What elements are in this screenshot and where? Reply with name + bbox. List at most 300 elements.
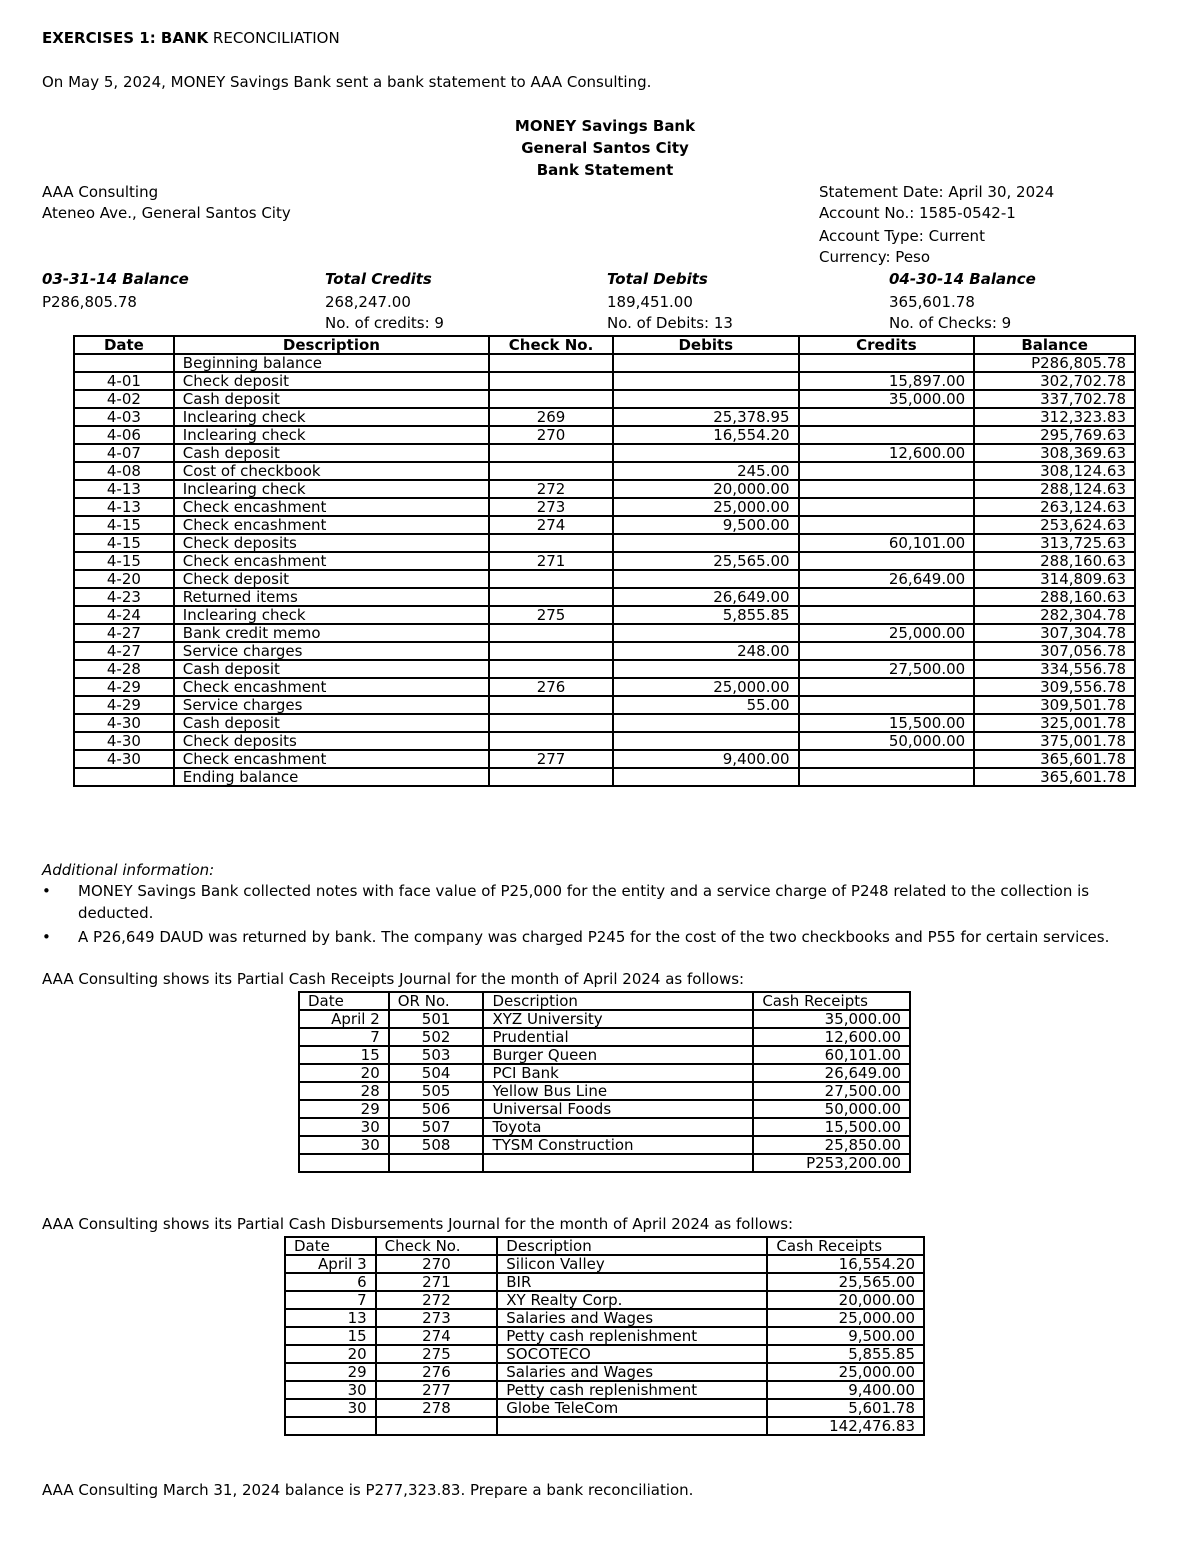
statement-row bbox=[74, 462, 1135, 480]
summary-note-closing: No. of Checks: 9 bbox=[889, 314, 1012, 332]
cd-header-description: Description bbox=[497, 1237, 767, 1255]
exercise-title-bold: EXERCISES 1: BANK bbox=[42, 29, 209, 47]
statement-row-cell: Inclearing check bbox=[174, 606, 489, 624]
cash-disbursements-row-cell: 9,500.00 bbox=[767, 1327, 924, 1345]
statement-row-cell bbox=[74, 768, 174, 786]
cash-receipts-row-cell: April 2 bbox=[299, 1010, 389, 1028]
statement-row-cell: 26,649.00 bbox=[799, 570, 975, 588]
statement-row-cell: Inclearing check bbox=[174, 426, 489, 444]
statement-row-cell: 25,000.00 bbox=[799, 624, 975, 642]
cash-receipts-row bbox=[299, 1010, 910, 1028]
statement-row-cell: Check encashment bbox=[174, 516, 489, 534]
statement-row-cell: 4-15 bbox=[74, 516, 174, 534]
statement-row-cell: 307,304.78 bbox=[974, 624, 1135, 642]
cr-header-amount: Cash Receipts bbox=[753, 992, 910, 1010]
cash-receipts-row-cell bbox=[299, 1154, 389, 1172]
statement-row-cell: Check deposit bbox=[174, 372, 489, 390]
statement-row-cell bbox=[489, 534, 613, 552]
statement-row bbox=[74, 552, 1135, 570]
cash-disbursements-table bbox=[284, 1236, 925, 1436]
cr-header-description: Description bbox=[483, 992, 753, 1010]
col-header-credits: Credits bbox=[799, 336, 975, 354]
cr-header-or-no: OR No. bbox=[389, 992, 484, 1010]
cash-disbursements-row-cell: Silicon Valley bbox=[497, 1255, 767, 1273]
statement-row-cell: 365,601.78 bbox=[974, 750, 1135, 768]
statement-row-cell: 4-01 bbox=[74, 372, 174, 390]
statement-row-cell bbox=[613, 390, 799, 408]
bullet-marker-1: • bbox=[42, 882, 51, 900]
statement-row-cell: 35,000.00 bbox=[799, 390, 975, 408]
col-header-balance: Balance bbox=[974, 336, 1135, 354]
statement-row-cell bbox=[799, 516, 975, 534]
cash-disbursements-row bbox=[285, 1291, 924, 1309]
cash-disbursements-row-cell: SOCOTECO bbox=[497, 1345, 767, 1363]
statement-row-cell: 9,500.00 bbox=[613, 516, 799, 534]
statement-row-cell: 4-06 bbox=[74, 426, 174, 444]
cash-receipts-row bbox=[299, 1028, 910, 1046]
statement-row-cell bbox=[613, 732, 799, 750]
cash-receipts-row bbox=[299, 1118, 910, 1136]
cash-receipts-row-cell: 505 bbox=[389, 1082, 484, 1100]
statement-row bbox=[74, 714, 1135, 732]
statement-row-cell bbox=[799, 588, 975, 606]
statement-row-cell: 308,124.63 bbox=[974, 462, 1135, 480]
cash-disbursements-row-cell: 271 bbox=[376, 1273, 498, 1291]
cr-header-date: Date bbox=[299, 992, 389, 1010]
statement-row-cell: 314,809.63 bbox=[974, 570, 1135, 588]
closing-instruction: AAA Consulting March 31, 2024 balance is P277,323.83. Prepare a bank reconciliation. bbox=[42, 1481, 694, 1499]
cash-receipts-row-cell: 25,850.00 bbox=[753, 1136, 910, 1154]
cash-receipts-row bbox=[299, 1046, 910, 1064]
statement-row-cell: 309,501.78 bbox=[974, 696, 1135, 714]
statement-row-cell: 4-23 bbox=[74, 588, 174, 606]
statement-row-cell bbox=[489, 372, 613, 390]
statement-row bbox=[74, 408, 1135, 426]
cash-receipts-row-cell: 506 bbox=[389, 1100, 484, 1118]
statement-row-cell: 4-30 bbox=[74, 750, 174, 768]
cash-receipts-header-row bbox=[299, 992, 910, 1010]
statement-row-cell bbox=[489, 642, 613, 660]
statement-row-cell bbox=[799, 480, 975, 498]
cash-receipts-row-cell: Prudential bbox=[483, 1028, 753, 1046]
statement-row-cell: 4-13 bbox=[74, 480, 174, 498]
cash-receipts-row-cell: Toyota bbox=[483, 1118, 753, 1136]
statement-row-cell: 275 bbox=[489, 606, 613, 624]
statement-row-cell: 4-02 bbox=[74, 390, 174, 408]
cash-disbursements-row-cell: Petty cash replenishment bbox=[497, 1381, 767, 1399]
cash-receipts-row bbox=[299, 1082, 910, 1100]
statement-row-cell bbox=[613, 768, 799, 786]
client-address: Ateneo Ave., General Santos City bbox=[42, 204, 291, 222]
statement-row bbox=[74, 606, 1135, 624]
cash-disbursements-row-cell: 20,000.00 bbox=[767, 1291, 924, 1309]
statement-row-cell: 288,160.63 bbox=[974, 588, 1135, 606]
cash-receipts-row-cell: P253,200.00 bbox=[753, 1154, 910, 1172]
statement-row bbox=[74, 498, 1135, 516]
cash-receipts-row-cell bbox=[389, 1154, 484, 1172]
statement-row bbox=[74, 426, 1135, 444]
statement-row-cell: 4-27 bbox=[74, 642, 174, 660]
cd-header-check-no: Check No. bbox=[376, 1237, 498, 1255]
statement-row-cell bbox=[613, 354, 799, 372]
statement-row bbox=[74, 588, 1135, 606]
cash-disbursements-row-cell: 5,601.78 bbox=[767, 1399, 924, 1417]
statement-row-cell: 5,855.85 bbox=[613, 606, 799, 624]
summary-value-credits: 268,247.00 bbox=[325, 293, 411, 311]
statement-row-cell: Check encashment bbox=[174, 750, 489, 768]
exercise-title bbox=[42, 28, 340, 48]
statement-row-cell: 4-27 bbox=[74, 624, 174, 642]
col-header-date: Date bbox=[74, 336, 174, 354]
statement-row-cell: 25,378.95 bbox=[613, 408, 799, 426]
cash-receipts-intro: AAA Consulting shows its Partial Cash Receipts Journal for the month of April 2024 as follows: bbox=[42, 970, 745, 988]
cash-receipts-row-cell: XYZ University bbox=[483, 1010, 753, 1028]
statement-row-cell: 312,323.83 bbox=[974, 408, 1135, 426]
statement-row-cell: 271 bbox=[489, 552, 613, 570]
cash-disbursements-row-cell: 30 bbox=[285, 1381, 376, 1399]
cash-disbursements-row-cell: Salaries and Wages bbox=[497, 1309, 767, 1327]
statement-row bbox=[74, 660, 1135, 678]
currency: Currency: Peso bbox=[819, 248, 931, 266]
statement-row-cell bbox=[489, 444, 613, 462]
statement-row-cell: 4-24 bbox=[74, 606, 174, 624]
cash-disbursements-row bbox=[285, 1255, 924, 1273]
cash-disbursements-row-cell: 30 bbox=[285, 1399, 376, 1417]
cash-disbursements-row bbox=[285, 1309, 924, 1327]
statement-row-cell: Beginning balance bbox=[174, 354, 489, 372]
statement-row-cell: 4-13 bbox=[74, 498, 174, 516]
statement-row-cell: 4-07 bbox=[74, 444, 174, 462]
statement-row bbox=[74, 732, 1135, 750]
summary-note-credits: No. of credits: 9 bbox=[325, 314, 444, 332]
statement-row-cell: 288,124.63 bbox=[974, 480, 1135, 498]
cash-disbursements-row-cell: 277 bbox=[376, 1381, 498, 1399]
statement-header-row bbox=[74, 336, 1135, 354]
cash-receipts-row-cell: 504 bbox=[389, 1064, 484, 1082]
statement-row-cell: 288,160.63 bbox=[974, 552, 1135, 570]
statement-row-cell: Cash deposit bbox=[174, 444, 489, 462]
summary-label-credits: Total Credits bbox=[325, 270, 432, 288]
statement-row-cell bbox=[799, 552, 975, 570]
statement-row-cell bbox=[489, 354, 613, 372]
cash-receipts-row bbox=[299, 1136, 910, 1154]
cash-receipts-row-cell: 26,649.00 bbox=[753, 1064, 910, 1082]
cash-disbursements-row-cell: 6 bbox=[285, 1273, 376, 1291]
cash-receipts-row-cell: PCI Bank bbox=[483, 1064, 753, 1082]
cash-disbursements-row bbox=[285, 1345, 924, 1363]
col-header-debits: Debits bbox=[613, 336, 799, 354]
statement-row-cell bbox=[799, 678, 975, 696]
statement-row-cell: Service charges bbox=[174, 642, 489, 660]
statement-row-cell: 302,702.78 bbox=[974, 372, 1135, 390]
cash-receipts-row-cell: 15,500.00 bbox=[753, 1118, 910, 1136]
summary-value-opening: P286,805.78 bbox=[42, 293, 137, 311]
bank-name: MONEY Savings Bank bbox=[514, 117, 696, 135]
statement-title: Bank Statement bbox=[536, 161, 674, 179]
statement-row-cell bbox=[489, 660, 613, 678]
client-name: AAA Consulting bbox=[42, 183, 159, 201]
summary-label-closing: 04-30-14 Balance bbox=[889, 270, 1036, 288]
statement-row-cell: 4-03 bbox=[74, 408, 174, 426]
cash-disbursements-row-cell: Salaries and Wages bbox=[497, 1363, 767, 1381]
statement-row-cell: 60,101.00 bbox=[799, 534, 975, 552]
statement-row-cell: 55.00 bbox=[613, 696, 799, 714]
statement-row bbox=[74, 768, 1135, 786]
cash-receipts-row-cell: 507 bbox=[389, 1118, 484, 1136]
statement-row-cell bbox=[489, 624, 613, 642]
cash-disbursements-row-cell: 273 bbox=[376, 1309, 498, 1327]
statement-row-cell: 15,500.00 bbox=[799, 714, 975, 732]
statement-row-cell: 337,702.78 bbox=[974, 390, 1135, 408]
cash-receipts-row-cell: Yellow Bus Line bbox=[483, 1082, 753, 1100]
cash-disbursements-row-cell: 272 bbox=[376, 1291, 498, 1309]
statement-row-cell: 16,554.20 bbox=[613, 426, 799, 444]
statement-row bbox=[74, 390, 1135, 408]
statement-row-cell bbox=[613, 624, 799, 642]
statement-row-cell: Check encashment bbox=[174, 552, 489, 570]
statement-row-cell: 4-29 bbox=[74, 678, 174, 696]
cash-receipts-row-cell: 12,600.00 bbox=[753, 1028, 910, 1046]
cash-disbursements-row bbox=[285, 1417, 924, 1435]
statement-row-cell bbox=[799, 768, 975, 786]
summary-value-closing: 365,601.78 bbox=[889, 293, 975, 311]
cash-disbursements-row-cell: 25,000.00 bbox=[767, 1363, 924, 1381]
statement-row-cell bbox=[613, 372, 799, 390]
statement-row-cell bbox=[489, 588, 613, 606]
exercise-title-rest: RECONCILIATION bbox=[208, 29, 340, 47]
statement-row-cell: 253,624.63 bbox=[974, 516, 1135, 534]
statement-row-cell: 26,649.00 bbox=[613, 588, 799, 606]
statement-row-cell: 277 bbox=[489, 750, 613, 768]
summary-label-debits: Total Debits bbox=[607, 270, 708, 288]
statement-row-cell: 25,000.00 bbox=[613, 498, 799, 516]
statement-row-cell bbox=[489, 732, 613, 750]
cash-disbursements-row-cell bbox=[285, 1417, 376, 1435]
statement-row-cell bbox=[799, 606, 975, 624]
cash-disbursements-row-cell: 274 bbox=[376, 1327, 498, 1345]
statement-row-cell: 4-15 bbox=[74, 534, 174, 552]
cash-disbursements-row-cell: Globe TeleCom bbox=[497, 1399, 767, 1417]
cash-receipts-row-cell: 15 bbox=[299, 1046, 389, 1064]
statement-row bbox=[74, 372, 1135, 390]
statement-row-cell: 325,001.78 bbox=[974, 714, 1135, 732]
statement-row-cell bbox=[489, 570, 613, 588]
statement-row-cell: 4-28 bbox=[74, 660, 174, 678]
cash-receipts-row-cell: 501 bbox=[389, 1010, 484, 1028]
cash-disbursements-row bbox=[285, 1381, 924, 1399]
account-type: Account Type: Current bbox=[819, 227, 985, 245]
additional-info-title: Additional information: bbox=[42, 861, 215, 879]
cash-receipts-row-cell: 35,000.00 bbox=[753, 1010, 910, 1028]
statement-row-cell: 270 bbox=[489, 426, 613, 444]
cash-disbursements-intro: AAA Consulting shows its Partial Cash Disbursements Journal for the month of April 2024 as follows: bbox=[42, 1215, 794, 1233]
cash-disbursements-row-cell: 29 bbox=[285, 1363, 376, 1381]
statement-row-cell bbox=[613, 660, 799, 678]
statement-row-cell bbox=[613, 714, 799, 732]
statement-row-cell: P286,805.78 bbox=[974, 354, 1135, 372]
cash-disbursements-row-cell: 9,400.00 bbox=[767, 1381, 924, 1399]
statement-row-cell bbox=[799, 462, 975, 480]
cash-receipts-row-cell: Burger Queen bbox=[483, 1046, 753, 1064]
cash-disbursements-row-cell: BIR bbox=[497, 1273, 767, 1291]
statement-row-cell: 4-30 bbox=[74, 732, 174, 750]
additional-info-item-1-line-1: MONEY Savings Bank collected notes with face value of P25,000 for the entity and a service charge of P248 related to the collection is bbox=[78, 882, 1090, 900]
statement-row-cell: Check encashment bbox=[174, 498, 489, 516]
cash-receipts-row-cell: 27,500.00 bbox=[753, 1082, 910, 1100]
statement-row-cell: 313,725.63 bbox=[974, 534, 1135, 552]
statement-date: Statement Date: April 30, 2024 bbox=[819, 183, 1055, 201]
additional-info-item-1-line-2: deducted. bbox=[78, 904, 154, 922]
statement-row-cell: Returned items bbox=[174, 588, 489, 606]
cash-receipts-row bbox=[299, 1064, 910, 1082]
cash-disbursements-row-cell bbox=[376, 1417, 498, 1435]
statement-row-cell: 273 bbox=[489, 498, 613, 516]
statement-row-cell bbox=[489, 696, 613, 714]
statement-row-cell: 282,304.78 bbox=[974, 606, 1135, 624]
cash-receipts-row-cell: 29 bbox=[299, 1100, 389, 1118]
statement-row-cell bbox=[74, 354, 174, 372]
cash-disbursements-row bbox=[285, 1363, 924, 1381]
cd-header-amount: Cash Receipts bbox=[767, 1237, 924, 1255]
statement-row-cell: 27,500.00 bbox=[799, 660, 975, 678]
statement-row bbox=[74, 624, 1135, 642]
statement-row bbox=[74, 750, 1135, 768]
statement-row bbox=[74, 696, 1135, 714]
statement-row-cell: 15,897.00 bbox=[799, 372, 975, 390]
statement-row-cell: Inclearing check bbox=[174, 408, 489, 426]
statement-row-cell: Check deposit bbox=[174, 570, 489, 588]
statement-row-cell: 245.00 bbox=[613, 462, 799, 480]
cash-disbursements-row-cell: 7 bbox=[285, 1291, 376, 1309]
cash-receipts-row-cell bbox=[483, 1154, 753, 1172]
statement-row-cell: 263,124.63 bbox=[974, 498, 1135, 516]
statement-row bbox=[74, 534, 1135, 552]
statement-row bbox=[74, 570, 1135, 588]
statement-row-cell: 375,001.78 bbox=[974, 732, 1135, 750]
account-number: Account No.: 1585-0542-1 bbox=[819, 204, 1016, 222]
statement-row-cell: 20,000.00 bbox=[613, 480, 799, 498]
statement-row-cell bbox=[489, 714, 613, 732]
statement-row-cell: Cost of checkbook bbox=[174, 462, 489, 480]
statement-row-cell bbox=[613, 444, 799, 462]
cash-receipts-row-cell: 503 bbox=[389, 1046, 484, 1064]
cash-disbursements-row-cell: 20 bbox=[285, 1345, 376, 1363]
statement-row-cell: Check deposits bbox=[174, 732, 489, 750]
statement-row-cell: 248.00 bbox=[613, 642, 799, 660]
statement-row-cell: 334,556.78 bbox=[974, 660, 1135, 678]
cash-receipts-row-cell: 50,000.00 bbox=[753, 1100, 910, 1118]
cash-disbursements-row-cell: 275 bbox=[376, 1345, 498, 1363]
statement-row bbox=[74, 444, 1135, 462]
cash-receipts-row bbox=[299, 1100, 910, 1118]
cash-receipts-table bbox=[298, 991, 911, 1173]
cash-disbursements-row-cell: April 3 bbox=[285, 1255, 376, 1273]
statement-row-cell: 25,000.00 bbox=[613, 678, 799, 696]
statement-row-cell bbox=[489, 462, 613, 480]
cash-receipts-row-cell: 60,101.00 bbox=[753, 1046, 910, 1064]
statement-row-cell bbox=[489, 390, 613, 408]
statement-row bbox=[74, 480, 1135, 498]
statement-row-cell: 25,565.00 bbox=[613, 552, 799, 570]
statement-row-cell: Inclearing check bbox=[174, 480, 489, 498]
cash-disbursements-row-cell: 13 bbox=[285, 1309, 376, 1327]
cd-header-date: Date bbox=[285, 1237, 376, 1255]
cash-disbursements-row bbox=[285, 1273, 924, 1291]
cash-disbursements-row-cell: 278 bbox=[376, 1399, 498, 1417]
statement-row-cell: Ending balance bbox=[174, 768, 489, 786]
summary-label-opening: 03-31-14 Balance bbox=[42, 270, 189, 288]
statement-row-cell bbox=[613, 534, 799, 552]
statement-row-cell bbox=[489, 768, 613, 786]
cash-receipts-row-cell: 30 bbox=[299, 1118, 389, 1136]
cash-disbursements-row bbox=[285, 1327, 924, 1345]
statement-row-cell: 272 bbox=[489, 480, 613, 498]
col-header-check-no: Check No. bbox=[489, 336, 613, 354]
statement-row-cell bbox=[799, 426, 975, 444]
statement-row-cell bbox=[799, 354, 975, 372]
cash-disbursements-row-cell: 142,476.83 bbox=[767, 1417, 924, 1435]
statement-row-cell: 276 bbox=[489, 678, 613, 696]
cash-receipts-row-cell: Universal Foods bbox=[483, 1100, 753, 1118]
statement-row bbox=[74, 516, 1135, 534]
bank-statement-table bbox=[73, 335, 1136, 787]
statement-row-cell: Check encashment bbox=[174, 678, 489, 696]
cash-disbursements-row-cell: 25,000.00 bbox=[767, 1309, 924, 1327]
statement-row-cell: 308,369.63 bbox=[974, 444, 1135, 462]
cash-receipts-row-cell: 502 bbox=[389, 1028, 484, 1046]
statement-row-cell: Cash deposit bbox=[174, 714, 489, 732]
statement-row-cell: 365,601.78 bbox=[974, 768, 1135, 786]
bullet-marker-2: • bbox=[42, 928, 51, 946]
statement-row-cell bbox=[799, 750, 975, 768]
statement-row-cell: 9,400.00 bbox=[613, 750, 799, 768]
cash-disbursements-header-row bbox=[285, 1237, 924, 1255]
cash-receipts-row-cell: 20 bbox=[299, 1064, 389, 1082]
cash-disbursements-row-cell: 15 bbox=[285, 1327, 376, 1345]
summary-value-debits: 189,451.00 bbox=[607, 293, 693, 311]
cash-receipts-row-cell: 508 bbox=[389, 1136, 484, 1154]
statement-row bbox=[74, 354, 1135, 372]
statement-row-cell: 4-15 bbox=[74, 552, 174, 570]
statement-row-cell: Service charges bbox=[174, 696, 489, 714]
cash-disbursements-row-cell: 5,855.85 bbox=[767, 1345, 924, 1363]
cash-receipts-row-cell: 7 bbox=[299, 1028, 389, 1046]
statement-row-cell: Cash deposit bbox=[174, 390, 489, 408]
cash-receipts-row-cell: 30 bbox=[299, 1136, 389, 1154]
statement-row-cell: 4-08 bbox=[74, 462, 174, 480]
statement-row-cell: 269 bbox=[489, 408, 613, 426]
cash-disbursements-row bbox=[285, 1399, 924, 1417]
statement-row-cell: Cash deposit bbox=[174, 660, 489, 678]
statement-row-cell: 295,769.63 bbox=[974, 426, 1135, 444]
bank-city: General Santos City bbox=[521, 139, 689, 157]
cash-disbursements-row-cell: 16,554.20 bbox=[767, 1255, 924, 1273]
statement-row-cell: 307,056.78 bbox=[974, 642, 1135, 660]
cash-disbursements-row-cell: 270 bbox=[376, 1255, 498, 1273]
statement-row-cell: 50,000.00 bbox=[799, 732, 975, 750]
cash-receipts-row-cell: 28 bbox=[299, 1082, 389, 1100]
additional-info-item-2: A P26,649 DAUD was returned by bank. The company was charged P245 for the cost of the two checkbooks and P55 for certain services. bbox=[78, 928, 1110, 946]
summary-note-debits: No. of Debits: 13 bbox=[607, 314, 733, 332]
cash-disbursements-row-cell: Petty cash replenishment bbox=[497, 1327, 767, 1345]
statement-row-cell: 12,600.00 bbox=[799, 444, 975, 462]
statement-row bbox=[74, 678, 1135, 696]
cash-receipts-row bbox=[299, 1154, 910, 1172]
statement-row-cell bbox=[799, 498, 975, 516]
cash-receipts-row-cell: TYSM Construction bbox=[483, 1136, 753, 1154]
statement-row-cell: 4-20 bbox=[74, 570, 174, 588]
statement-row-cell bbox=[799, 642, 975, 660]
